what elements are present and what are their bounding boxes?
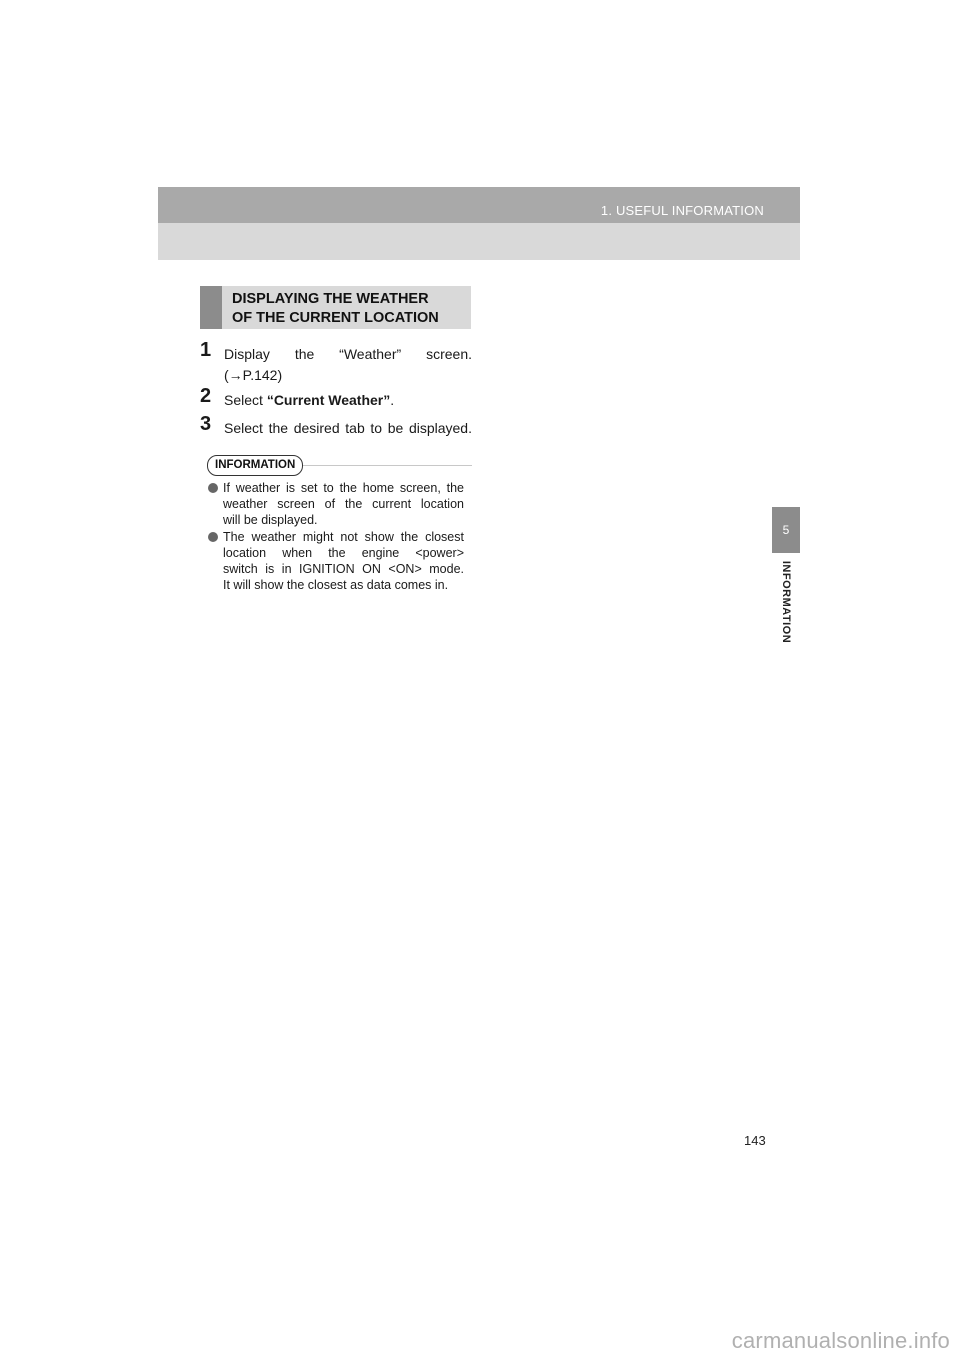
- step-reference[interactable]: (→P.142): [224, 367, 283, 383]
- step-number: 2: [200, 385, 212, 407]
- step-3: [200, 413, 472, 439]
- information-bullet-2: The weather might not show the closest location when the engine <power> switch is in IGNITION ON <ON> mode. It will show the closest as data comes in.: [208, 529, 464, 593]
- section-heading: [200, 286, 471, 329]
- step-number: 3: [200, 413, 212, 435]
- bullet-icon: [208, 532, 218, 542]
- step-text: Select the desired tab to be displayed.: [224, 420, 472, 436]
- information-bullet-1: If weather is set to the home screen, the weather screen of the current location will be displayed.: [208, 480, 464, 528]
- information-badge: INFORMATION: [207, 455, 303, 476]
- bullet-icon: [208, 483, 218, 493]
- step-text: Display the “Weather” screen.: [224, 346, 472, 362]
- step-1: [200, 339, 472, 386]
- step-button-label: “Current Weather”: [266, 392, 391, 408]
- header-section-title: 1. USEFUL INFORMATION: [600, 203, 764, 218]
- step-2: [200, 385, 472, 411]
- page-number: 143: [744, 1133, 766, 1148]
- header-subbar: [158, 223, 800, 260]
- step-number: 1: [200, 339, 212, 361]
- watermark: carmanualsonline.info: [731, 1328, 950, 1353]
- section-heading-title: DISPLAYING THE WEATHER OF THE CURRENT LOCATION: [232, 291, 439, 326]
- step-text: Select “Current Weather”.: [224, 392, 395, 408]
- section-heading-accent: [200, 286, 222, 329]
- chapter-tab: 5: [772, 507, 800, 553]
- header-bar: [158, 187, 800, 223]
- chapter-label: INFORMATION: [780, 560, 792, 644]
